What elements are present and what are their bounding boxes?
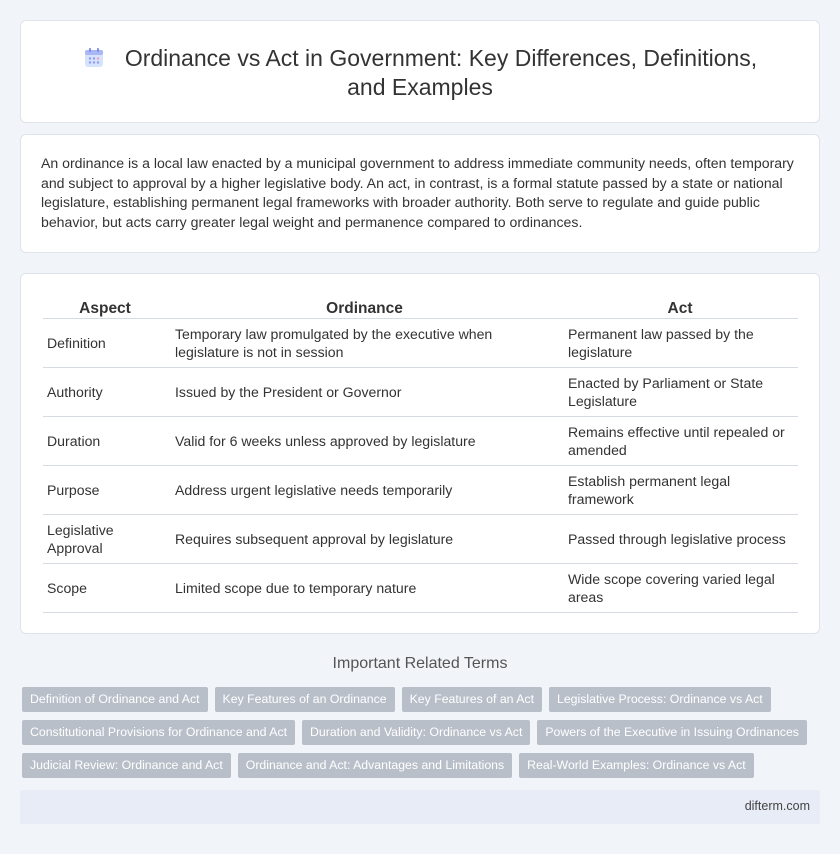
act-cell: Permanent law passed by the legislature — [562, 318, 798, 367]
table-row — [43, 318, 798, 367]
act-cell: Enacted by Parliament or State Legislature — [562, 367, 798, 416]
tag-row — [22, 720, 802, 745]
table-row — [43, 465, 798, 514]
table-row — [43, 563, 798, 612]
calendar-icon — [83, 47, 105, 69]
related-term-tag[interactable]: Real-World Examples: Ordinance vs Act — [519, 753, 753, 778]
act-cell: Establish permanent legal framework — [562, 465, 798, 514]
header-aspect: Aspect — [43, 296, 167, 318]
header-card — [20, 20, 820, 123]
header-act: Act — [562, 296, 798, 318]
related-term-tag[interactable]: Duration and Validity: Ordinance vs Act — [302, 720, 530, 745]
page-title-text: Ordinance vs Act in Government: Key Differences, Definitions, and Examples — [124, 45, 758, 100]
tag-row — [22, 687, 802, 712]
ordinance-cell: Limited scope due to temporary nature — [167, 563, 562, 612]
table-row — [43, 367, 798, 416]
ordinance-cell: Address urgent legislative needs temporarily — [167, 465, 562, 514]
table-row — [43, 514, 798, 563]
act-cell: Wide scope covering varied legal areas — [562, 563, 798, 612]
footer — [20, 790, 820, 824]
intro-paragraph: An ordinance is a local law enacted by a municipal government to address immediate community needs, often temporary and subject to approval by a higher legislative body. An act, in contrast, is a formal statute passed by a state or national legislature, establishing permanent legal frameworks with broader authority. Both serve to regulate and guide public behavior, but acts carry greater legal weight and permanence compared to ordinances. — [41, 155, 794, 230]
ordinance-cell: Temporary law promulgated by the executive when legislature is not in session — [167, 318, 562, 367]
page-title — [21, 44, 819, 102]
related-term-tag[interactable]: Definition of Ordinance and Act — [22, 687, 208, 712]
aspect-cell: Definition — [43, 318, 167, 367]
related-term-tag[interactable]: Key Features of an Act — [402, 687, 542, 712]
related-term-tag[interactable]: Constitutional Provisions for Ordinance and Act — [22, 720, 295, 745]
table-row — [43, 416, 798, 465]
related-term-tag[interactable]: Key Features of an Ordinance — [215, 687, 395, 712]
related-term-tag[interactable]: Judicial Review: Ordinance and Act — [22, 753, 231, 778]
related-terms-title: Important Related Terms — [332, 655, 508, 672]
related-term-tag[interactable]: Legislative Process: Ordinance vs Act — [549, 687, 771, 712]
related-terms-list — [22, 687, 802, 786]
ordinance-cell: Valid for 6 weeks unless approved by legislature — [167, 416, 562, 465]
aspect-cell: Legislative Approval — [43, 514, 167, 563]
act-cell: Remains effective until repealed or amended — [562, 416, 798, 465]
comparison-card — [20, 273, 820, 634]
tag-row — [22, 753, 802, 778]
table-header-row — [43, 296, 798, 318]
ordinance-cell: Issued by the President or Governor — [167, 367, 562, 416]
related-term-tag[interactable]: Ordinance and Act: Advantages and Limitations — [238, 753, 512, 778]
aspect-cell: Duration — [43, 416, 167, 465]
act-cell: Passed through legislative process — [562, 514, 798, 563]
ordinance-cell: Requires subsequent approval by legislature — [167, 514, 562, 563]
header-ordinance: Ordinance — [167, 296, 562, 318]
intro-card — [20, 134, 820, 253]
related-term-tag[interactable]: Powers of the Executive in Issuing Ordinances — [537, 720, 807, 745]
aspect-cell: Authority — [43, 367, 167, 416]
aspect-cell: Scope — [43, 563, 167, 612]
comparison-table — [43, 296, 798, 613]
aspect-cell: Purpose — [43, 465, 167, 514]
footer-site-link[interactable]: difterm.com — [744, 799, 810, 813]
